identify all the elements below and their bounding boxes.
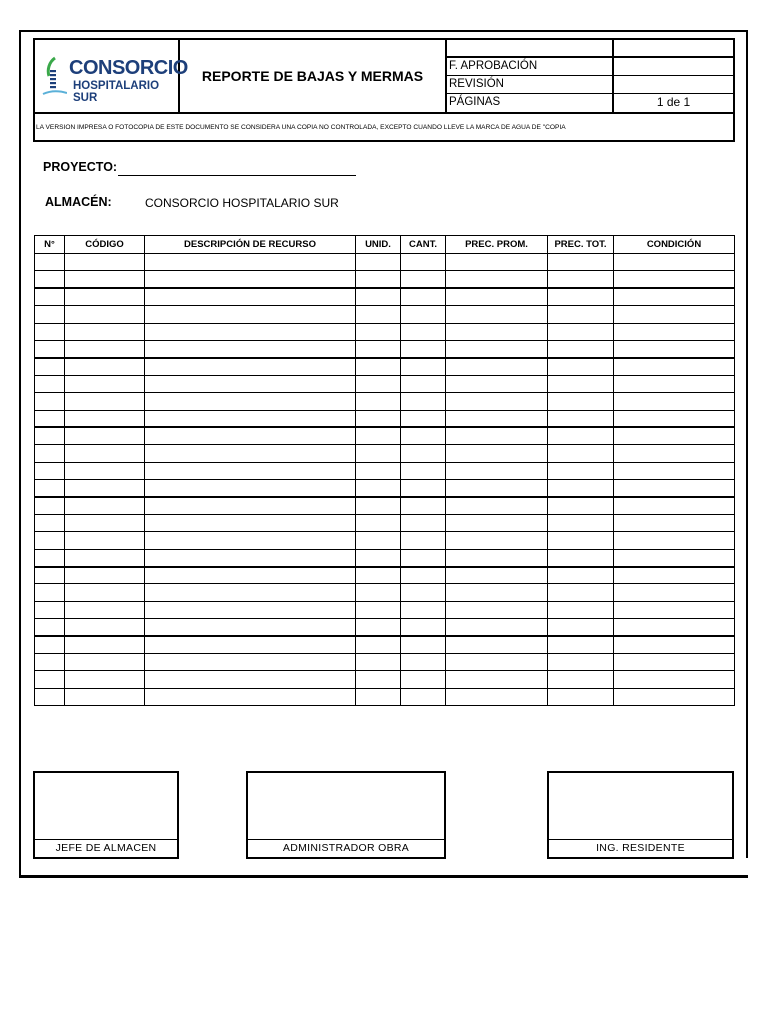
table-cell[interactable] [614, 271, 735, 288]
table-cell[interactable] [614, 584, 735, 601]
table-cell[interactable] [35, 671, 65, 688]
project-label: PROYECTO: [43, 160, 118, 174]
table-cell[interactable] [548, 340, 614, 357]
table-cell[interactable] [548, 549, 614, 566]
table-cell[interactable] [548, 653, 614, 670]
table-cell[interactable] [446, 549, 548, 566]
table-cell[interactable] [446, 653, 548, 670]
table-row [35, 671, 735, 688]
document-header [33, 38, 735, 142]
table-cell[interactable] [35, 410, 65, 427]
table-cell[interactable] [35, 340, 65, 357]
table-row [35, 288, 735, 305]
table-cell[interactable] [446, 462, 548, 479]
table-cell[interactable] [446, 636, 548, 653]
table-cell[interactable] [35, 480, 65, 497]
table-cell[interactable] [65, 549, 145, 566]
table-cell[interactable] [614, 288, 735, 305]
table-cell[interactable] [614, 358, 735, 375]
signature-box-resident-engineer[interactable] [547, 771, 734, 859]
table-cell[interactable] [35, 462, 65, 479]
table-cell[interactable] [356, 514, 401, 531]
table-cell[interactable] [65, 271, 145, 288]
table-cell[interactable] [614, 410, 735, 427]
meta-label: F. APROBACIÓN [447, 58, 614, 75]
table-cell[interactable] [446, 532, 548, 549]
table-cell[interactable] [401, 671, 446, 688]
table-row [35, 271, 735, 288]
table-cell[interactable] [548, 445, 614, 462]
document-meta [447, 40, 733, 112]
table-cell[interactable] [145, 671, 356, 688]
table-cell[interactable] [446, 514, 548, 531]
table-cell[interactable] [145, 393, 356, 410]
table-cell[interactable] [614, 480, 735, 497]
table-cell[interactable] [401, 462, 446, 479]
table-cell[interactable] [401, 567, 446, 584]
table-cell[interactable] [548, 671, 614, 688]
table-cell[interactable] [65, 427, 145, 444]
table-cell[interactable] [65, 636, 145, 653]
table-cell[interactable] [548, 427, 614, 444]
table-cell[interactable] [145, 653, 356, 670]
table-cell[interactable] [548, 358, 614, 375]
table-cell[interactable] [145, 271, 356, 288]
table-cell[interactable] [401, 393, 446, 410]
table-cell[interactable] [446, 480, 548, 497]
table-cell[interactable] [145, 601, 356, 618]
table-cell[interactable] [401, 653, 446, 670]
table-cell[interactable] [65, 567, 145, 584]
table-cell[interactable] [548, 619, 614, 636]
table-cell[interactable] [548, 254, 614, 271]
table-cell[interactable] [446, 306, 548, 323]
table-header-row [35, 236, 735, 254]
table-cell[interactable] [35, 393, 65, 410]
table-row [35, 688, 735, 705]
meta-label: REVISIÓN [447, 76, 614, 93]
warehouse-value: CONSORCIO HOSPITALARIO SUR [145, 196, 339, 210]
table-cell[interactable] [401, 445, 446, 462]
document-title: REPORTE DE BAJAS Y MERMAS [180, 40, 447, 112]
table-cell[interactable] [65, 671, 145, 688]
table-cell[interactable] [614, 340, 735, 357]
table-cell[interactable] [614, 636, 735, 653]
table-cell[interactable] [548, 688, 614, 705]
table-cell[interactable] [356, 671, 401, 688]
table-cell[interactable] [446, 584, 548, 601]
table-cell[interactable] [145, 427, 356, 444]
table-cell[interactable] [614, 671, 735, 688]
table-cell[interactable] [446, 601, 548, 618]
table-cell[interactable] [35, 636, 65, 653]
table-row [35, 480, 735, 497]
table-cell[interactable] [548, 271, 614, 288]
logo-cell [35, 40, 188, 112]
table-cell[interactable] [446, 427, 548, 444]
table-cell[interactable] [401, 514, 446, 531]
table-cell[interactable] [548, 375, 614, 392]
table-cell[interactable] [446, 393, 548, 410]
table-cell[interactable] [65, 601, 145, 618]
logo-subtitle: HOSPITALARIO SUR [73, 80, 160, 104]
table-cell[interactable] [401, 288, 446, 305]
table-cell[interactable] [35, 358, 65, 375]
table-cell[interactable] [65, 688, 145, 705]
table-cell[interactable] [446, 323, 548, 340]
column-header-code: CÓDIGO [65, 236, 145, 254]
table-row [35, 427, 735, 444]
table-row [35, 254, 735, 271]
meta-row-revision [447, 76, 733, 94]
table-cell[interactable] [145, 619, 356, 636]
table-cell[interactable] [401, 427, 446, 444]
table-cell[interactable] [65, 393, 145, 410]
table-cell[interactable] [65, 532, 145, 549]
table-cell[interactable] [356, 549, 401, 566]
table-cell[interactable] [35, 427, 65, 444]
table-cell[interactable] [145, 532, 356, 549]
table-cell[interactable] [356, 480, 401, 497]
table-cell[interactable] [356, 306, 401, 323]
table-cell[interactable] [356, 532, 401, 549]
column-header-number: N° [35, 236, 65, 254]
table-cell[interactable] [548, 288, 614, 305]
table-body [35, 254, 735, 706]
table-cell[interactable] [145, 323, 356, 340]
table-cell[interactable] [145, 375, 356, 392]
table-cell[interactable] [401, 254, 446, 271]
table-cell[interactable] [548, 393, 614, 410]
table-cell[interactable] [548, 567, 614, 584]
meta-label [447, 40, 614, 56]
table-cell[interactable] [614, 254, 735, 271]
table-cell[interactable] [65, 480, 145, 497]
table-cell[interactable] [356, 567, 401, 584]
table-row [35, 306, 735, 323]
meta-row-approval-date [447, 58, 733, 76]
table-cell[interactable] [145, 567, 356, 584]
table-row [35, 514, 735, 531]
table-cell[interactable] [446, 688, 548, 705]
table-cell[interactable] [614, 393, 735, 410]
table-cell[interactable] [614, 532, 735, 549]
signature-label: ADMINISTRADOR OBRA [248, 839, 444, 857]
table-cell[interactable] [35, 254, 65, 271]
table-cell[interactable] [614, 445, 735, 462]
signature-box-warehouse-chief[interactable] [33, 771, 179, 859]
column-header-total-price: PREC. TOT. [548, 236, 614, 254]
table-cell[interactable] [614, 549, 735, 566]
table-row [35, 410, 735, 427]
table-cell[interactable] [65, 340, 145, 357]
signature-label: JEFE DE ALMACEN [35, 839, 177, 857]
table-row [35, 393, 735, 410]
table-cell[interactable] [401, 480, 446, 497]
table-cell[interactable] [356, 653, 401, 670]
signature-box-site-administrator[interactable] [246, 771, 446, 859]
table-cell[interactable] [145, 497, 356, 514]
table-cell[interactable] [356, 584, 401, 601]
table-cell[interactable] [65, 288, 145, 305]
table-cell[interactable] [145, 445, 356, 462]
table-cell[interactable] [614, 375, 735, 392]
table-cell[interactable] [35, 653, 65, 670]
table-cell[interactable] [614, 427, 735, 444]
table-cell[interactable] [401, 340, 446, 357]
table-cell[interactable] [548, 601, 614, 618]
table-cell[interactable] [614, 601, 735, 618]
table-cell[interactable] [65, 584, 145, 601]
table-cell[interactable] [65, 358, 145, 375]
table-cell[interactable] [65, 514, 145, 531]
table-cell[interactable] [356, 358, 401, 375]
table-cell[interactable] [614, 306, 735, 323]
table-cell[interactable] [145, 688, 356, 705]
table-row [35, 619, 735, 636]
table-row [35, 532, 735, 549]
table-cell[interactable] [35, 497, 65, 514]
table-row [35, 497, 735, 514]
meta-label: PÁGINAS [447, 94, 614, 112]
table-cell[interactable] [35, 306, 65, 323]
table-row [35, 358, 735, 375]
table-cell[interactable] [145, 358, 356, 375]
table-cell[interactable] [356, 375, 401, 392]
column-header-unit: UNID. [356, 236, 401, 254]
table-row [35, 323, 735, 340]
column-header-quantity: CANT. [401, 236, 446, 254]
table-cell[interactable] [145, 549, 356, 566]
project-field-line[interactable] [118, 175, 356, 176]
table-cell[interactable] [356, 393, 401, 410]
table-cell[interactable] [35, 601, 65, 618]
table-cell[interactable] [401, 410, 446, 427]
table-cell[interactable] [356, 410, 401, 427]
table-cell[interactable] [401, 323, 446, 340]
column-header-avg-price: PREC. PROM. [446, 236, 548, 254]
items-table [34, 235, 735, 706]
table-cell[interactable] [614, 653, 735, 670]
column-header-condition: CONDICIÓN [614, 236, 735, 254]
meta-value: 1 de 1 [656, 95, 691, 109]
meta-value [614, 76, 733, 93]
table-row [35, 601, 735, 618]
table-cell[interactable] [548, 497, 614, 514]
table-cell[interactable] [145, 584, 356, 601]
table-cell[interactable] [446, 445, 548, 462]
column-header-description: DESCRIPCIÓN DE RECURSO [145, 236, 356, 254]
table-cell[interactable] [401, 271, 446, 288]
table-cell[interactable] [401, 358, 446, 375]
table-cell[interactable] [35, 514, 65, 531]
table-cell[interactable] [401, 636, 446, 653]
table-cell[interactable] [548, 636, 614, 653]
table-cell[interactable] [548, 584, 614, 601]
table-cell[interactable] [356, 340, 401, 357]
table-cell[interactable] [356, 323, 401, 340]
table-cell[interactable] [548, 514, 614, 531]
table-cell[interactable] [548, 532, 614, 549]
table-cell[interactable] [145, 340, 356, 357]
signature-label: ING. RESIDENTE [549, 839, 732, 857]
table-cell[interactable] [614, 323, 735, 340]
table-cell[interactable] [145, 254, 356, 271]
table-cell[interactable] [356, 601, 401, 618]
table-cell[interactable] [446, 567, 548, 584]
table-cell[interactable] [145, 462, 356, 479]
table-cell[interactable] [145, 410, 356, 427]
table-cell[interactable] [401, 601, 446, 618]
table-cell[interactable] [548, 306, 614, 323]
table-cell[interactable] [65, 254, 145, 271]
table-cell[interactable] [446, 358, 548, 375]
table-row [35, 375, 735, 392]
table-cell[interactable] [614, 567, 735, 584]
table-cell[interactable] [356, 636, 401, 653]
table-cell[interactable] [356, 497, 401, 514]
copy-control-notice: LA VERSION IMPRESA O FOTOCOPIA DE ESTE DOCUMENTO SE CONSIDERA UNA COPIA NO CONTROLADA, EXCEPTO CUANDO LLEVE LA MARCA DE AGUA DE "COPIA [35, 112, 733, 140]
company-logo [41, 54, 188, 104]
table-row [35, 340, 735, 357]
table-cell[interactable] [65, 306, 145, 323]
table-cell[interactable] [401, 306, 446, 323]
table-cell[interactable] [446, 497, 548, 514]
table-cell[interactable] [548, 323, 614, 340]
table-row [35, 462, 735, 479]
table-cell[interactable] [145, 514, 356, 531]
table-cell[interactable] [614, 619, 735, 636]
table-cell[interactable] [356, 288, 401, 305]
table-cell[interactable] [446, 619, 548, 636]
table-cell[interactable] [35, 532, 65, 549]
table-cell[interactable] [35, 375, 65, 392]
table-cell[interactable] [65, 375, 145, 392]
table-cell[interactable] [548, 410, 614, 427]
logo-mark-icon [41, 56, 67, 96]
meta-value [614, 40, 733, 56]
table-cell[interactable] [356, 445, 401, 462]
table-cell[interactable] [35, 619, 65, 636]
table-row [35, 636, 735, 653]
table-cell[interactable] [614, 462, 735, 479]
table-cell[interactable] [356, 427, 401, 444]
table-cell[interactable] [65, 462, 145, 479]
table-cell[interactable] [446, 271, 548, 288]
table-cell[interactable] [356, 271, 401, 288]
table-cell[interactable] [446, 671, 548, 688]
table-cell[interactable] [356, 619, 401, 636]
table-row [35, 653, 735, 670]
table-cell[interactable] [446, 288, 548, 305]
meta-row-pages [447, 94, 733, 112]
table-cell[interactable] [35, 323, 65, 340]
table-cell[interactable] [35, 549, 65, 566]
table-cell[interactable] [548, 480, 614, 497]
meta-value [614, 58, 733, 75]
warehouse-label: ALMACÉN: [45, 195, 112, 209]
table-cell[interactable] [401, 497, 446, 514]
meta-row-blank [447, 40, 733, 58]
table-cell[interactable] [401, 375, 446, 392]
table-row [35, 584, 735, 601]
table-cell[interactable] [446, 254, 548, 271]
table-cell[interactable] [145, 636, 356, 653]
table-cell[interactable] [65, 410, 145, 427]
table-cell[interactable] [35, 688, 65, 705]
table-cell[interactable] [35, 271, 65, 288]
table-cell[interactable] [35, 445, 65, 462]
table-cell[interactable] [401, 619, 446, 636]
table-cell[interactable] [401, 688, 446, 705]
table-cell[interactable] [614, 688, 735, 705]
table-cell[interactable] [35, 584, 65, 601]
table-cell[interactable] [548, 462, 614, 479]
table-row [35, 567, 735, 584]
table-cell[interactable] [35, 288, 65, 305]
table-cell[interactable] [446, 410, 548, 427]
table-row [35, 445, 735, 462]
table-cell[interactable] [446, 340, 548, 357]
table-cell[interactable] [145, 480, 356, 497]
table-cell[interactable] [446, 375, 548, 392]
table-cell[interactable] [614, 497, 735, 514]
page-frame-right-edge [746, 30, 748, 858]
table-cell[interactable] [145, 288, 356, 305]
table-cell[interactable] [401, 532, 446, 549]
table-cell[interactable] [145, 306, 356, 323]
table-cell[interactable] [65, 323, 145, 340]
table-cell[interactable] [356, 462, 401, 479]
table-cell[interactable] [356, 254, 401, 271]
table-cell[interactable] [35, 567, 65, 584]
table-cell[interactable] [65, 445, 145, 462]
table-row [35, 549, 735, 566]
table-cell[interactable] [356, 688, 401, 705]
table-cell[interactable] [65, 619, 145, 636]
logo-name: CONSORCIO [69, 57, 188, 79]
table-cell[interactable] [401, 549, 446, 566]
table-cell[interactable] [401, 584, 446, 601]
table-cell[interactable] [65, 653, 145, 670]
table-cell[interactable] [65, 497, 145, 514]
table-cell[interactable] [614, 514, 735, 531]
